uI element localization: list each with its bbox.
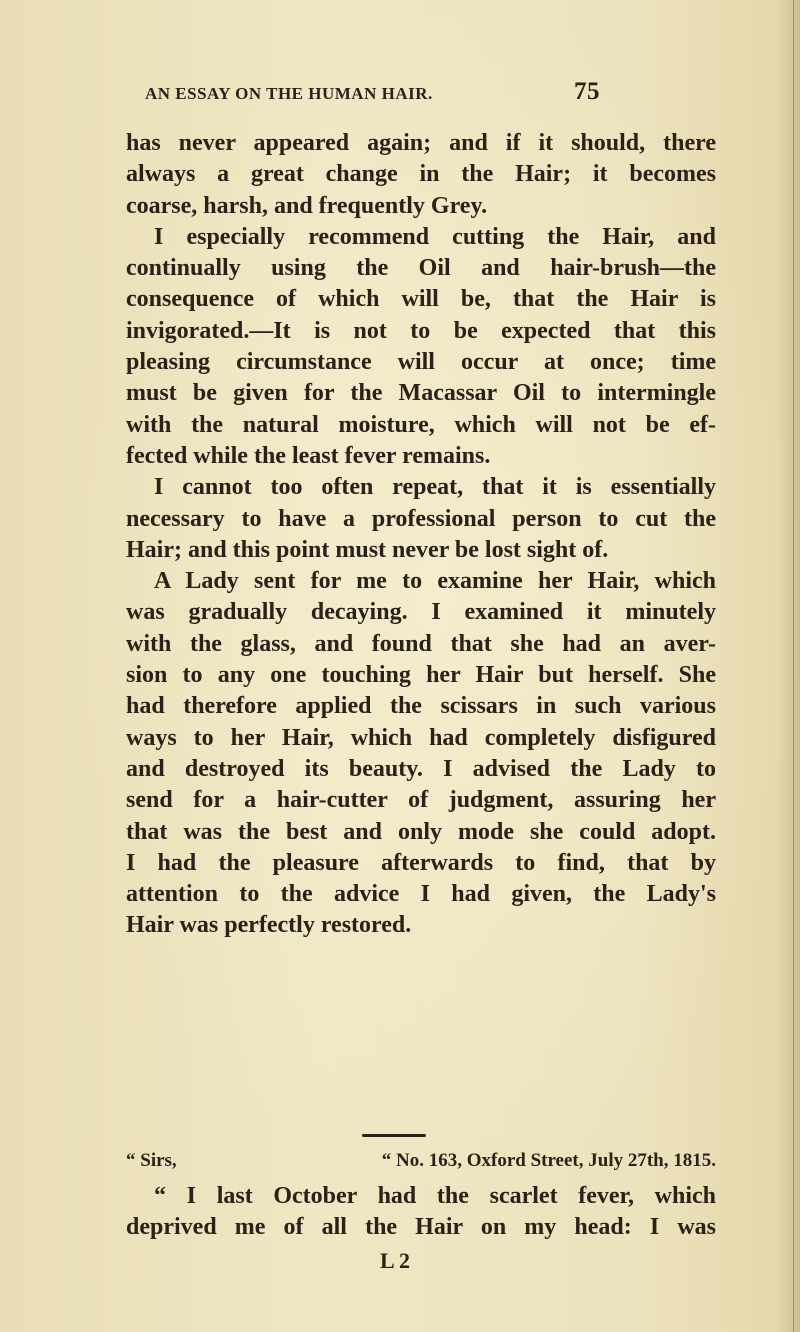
page-edge-line (793, 0, 794, 1332)
text-line: was gradually decaying. I examined it minutely (126, 599, 716, 626)
text-line: I cannot too often repeat, that it is essentially (154, 474, 716, 501)
page-number: 75 (574, 78, 600, 105)
letter-address: “ No. 163, Oxford Street, July 27th, 1815. (381, 1150, 716, 1171)
text-line: fected while the least fever remains. (126, 442, 491, 469)
letter-salutation: “ Sirs, (126, 1150, 177, 1171)
text-line: continually using the Oil and hair-brush—the (126, 255, 716, 282)
text-line: necessary to have a professional person to cut the (126, 505, 716, 532)
text-line: with the glass, and found that she had an aver- (126, 630, 716, 657)
text-line: with the natural moisture, which will not be ef- (126, 411, 716, 438)
running-head (145, 78, 600, 106)
text-line: always a great change in the Hair; it becomes (126, 161, 716, 188)
text-line: consequence of which will be, that the Hair is (126, 286, 716, 313)
text-line: ways to her Hair, which had completely disfigured (126, 724, 716, 751)
letter-body (126, 1181, 716, 1244)
running-head-title: AN ESSAY ON THE HUMAN HAIR. (145, 84, 433, 103)
text-line: coarse, harsh, and frequently Grey. (126, 192, 488, 219)
text-line: attention to the advice I had given, the Lady's (126, 881, 716, 908)
text-line: Hair; and this point must never be lost sight of. (126, 536, 609, 563)
section-divider (362, 1134, 426, 1137)
letter-line: “ I last October had the scarlet fever, which (154, 1183, 716, 1209)
letter-heading (126, 1150, 716, 1176)
text-line: sion to any one touching her Hair but herself. She (126, 662, 716, 689)
text-line: A Lady sent for me to examine her Hair, which (154, 568, 716, 595)
text-line: I especially recommend cutting the Hair, and (154, 223, 716, 250)
page-edge-shadow (778, 0, 800, 1332)
text-line: must be given for the Macassar Oil to intermingle (126, 380, 716, 407)
text-line: had therefore applied the scissars in such various (126, 693, 716, 720)
text-line: and destroyed its beauty. I advised the Lady to (126, 755, 716, 782)
text-line: Hair was perfectly restored. (126, 912, 412, 939)
text-line: invigorated.—It is not to be expected that this (126, 317, 716, 344)
signature-mark: L 2 (380, 1248, 410, 1273)
letter-line: deprived me of all the Hair on my head: I was (126, 1214, 716, 1241)
text-line: pleasing circumstance will occur at once; time (126, 349, 716, 376)
text-line: send for a hair-cutter of judgment, assuring her (126, 787, 716, 814)
text-line: has never appeared again; and if it should, there (126, 130, 716, 156)
body-text (126, 128, 716, 942)
text-line: that was the best and only mode she could adopt. (126, 818, 716, 845)
text-line: I had the pleasure afterwards to find, that by (126, 849, 716, 876)
